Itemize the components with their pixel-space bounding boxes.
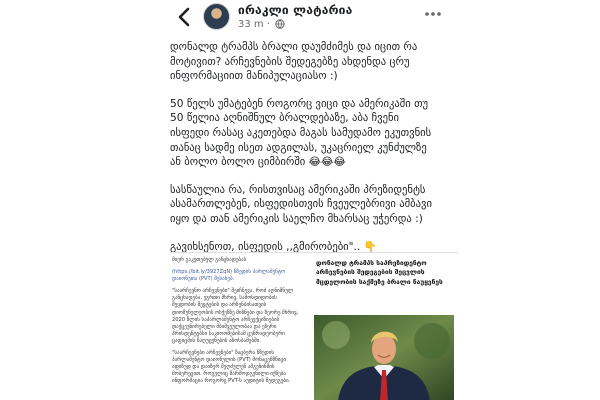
post-text <box>170 40 440 254</box>
post-paragraph: დონალდ ტრამპს ბრალი დაუმძიმეს და იცით რა მოტივით? არჩევნების შედეგებზე ახდენდა ცრუ ინფორმაციით მანიპულაციასო :) <box>170 41 418 83</box>
post-time[interactable]: 33 m · <box>238 19 271 30</box>
author-name[interactable]: ირაკლი ლატარია <box>238 3 353 17</box>
post-header <box>0 0 600 36</box>
statement-paragraph: მიერ გაკეთებულ განცხადებას <box>172 257 247 263</box>
shared-content[interactable] <box>170 252 458 400</box>
shared-statement-text <box>170 253 304 400</box>
more-horizontal-icon[interactable] <box>424 11 442 17</box>
statement-link-paragraph[interactable]: (https://bit.ly/3927ZqN) ნზედის პარლამენტო დაიონუთა (PVT) შესახებ. <box>172 269 286 283</box>
statement-paragraph: "საარჩევნები არჩევნები" ზაცბერა ნზედის პარლამენტო დაიონულის (PVT) მონაცემმნიცი აფიზუდ და დაიზერ შეღძულენ ამგენინმის მობერეცით. როგელიც წარმოდგენილი იქნება ინფორმაცია როგორც PVT-ს აუდიტის შედეგები. <box>172 350 291 385</box>
globe-icon <box>275 19 285 29</box>
article-photo[interactable] <box>314 315 454 400</box>
chevron-left-icon[interactable] <box>174 6 196 28</box>
avatar[interactable] <box>203 3 230 30</box>
post-paragraph: გავიხსენოთ, ისფედის ,,გმირობები".. 👇 <box>170 240 377 253</box>
post-paragraph: სასწაულია რა, რისთვისაც ამერიკაში პრეზიდენტს ასამართლებენ, ისფედისთვის ჩვეულებრივი ამბავი იყო და თან ამერიკის საელჩო მხარსაც უჭერდა :) <box>170 183 432 225</box>
statement-paragraph: "საარჩევნო არჩევნები" შეიჩნევა, როძ აღნიშნულ განცხადება, ეგრთი მხრივ, სამოსდიდობის შეყდობის შეყტების და არჩენბისათვის დიოშუნულეობის ოსქენზე მიზნები და ზეორე მხრივ, 2020 წლის საპარლამენტო არჩეექციზიების დაქცეუნირებელი მბიშვეულობაა და ეზერი პრისდენტებსი საკიოოშებისამ ცენრადეობერი ცაფიცმის წაღუცუნების აზოსბაშებში. <box>172 288 299 344</box>
news-article-card[interactable] <box>310 253 458 400</box>
post-meta <box>238 19 285 30</box>
post-paragraph: 50 წელს უმატებენ როგორც ვიცი და ამერიკაში თუ 50 წელია აღნიშნულ ბრალდებაზე, აბა ჩვენი ისფედი რასაც აკეთებდა მაგას სამუდამო ეკუთვნის თანაც სადმე ისეთ ადგილას, უკაცრიელ კუნძულზე ან ბოლო ბოლო ციმბირში 😂😂😂 <box>170 97 432 169</box>
article-title[interactable]: დონალდ ტრამპს საპრეზიდენტო არჩევნების შედეგების შეცვლის მცდელობის საქმეზე ბრალი ნაუყენეს <box>316 259 443 286</box>
